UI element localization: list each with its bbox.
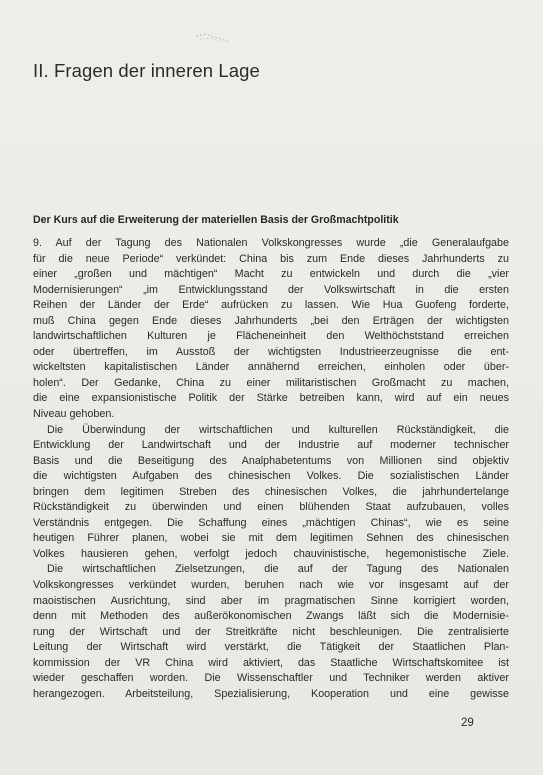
text-line: herangezogen. Arbeitsteilung, Spezialisierung, Kooperation und eine gewisse: [33, 687, 509, 700]
text-line: maoistischen Ausrichtung, sind aber im pragmatischen Sinne korrigiert worden,: [33, 594, 509, 607]
text-line: heutigen Führer planen, wobei sie mit dem legitimen Sehnen des chinesischen: [33, 532, 509, 545]
text-line: Rückständigkeit zu überwinden und einen blühenden Staat aufzubauen, volles: [33, 501, 509, 514]
text-line: die wichtigsten Aufgaben des chinesischen Volkes. Die sozialistischen Länder: [33, 470, 509, 483]
text-line: oder übertreffen, im Ausstoß der wichtigsten Industrieerzeugnisse die ent-: [33, 345, 509, 358]
text-line: die eine expansionistische Politik der Stärke betreiben kann, wird auf ein neues: [33, 392, 509, 405]
text-line: wieder geschaffen worden. Die Wissenschaftler und Techniker werden aktiver: [33, 672, 509, 685]
text-line: denn mit Methoden des außerökonomischen Zwangs läßt sich die Modernisie-: [33, 610, 509, 623]
text-line: Basis und die Beseitigung des Analphabetentums von Millionen sind objektiv: [33, 454, 509, 467]
text-line: landwirtschaftlichen Kulturen je Flächeneinheit den Welthöchststand erreichen: [33, 330, 509, 343]
text-line: für die neue Periode“ verkündet: China bis zum Ende dieses Jahrhunderts zu: [33, 252, 509, 265]
chapter-title: II. Fragen der inneren Lage: [33, 60, 260, 81]
text-line: Volkes hausieren gehen, verfolgt jedoch chauvinistische, hegemonistische Ziele.: [33, 547, 509, 560]
text-line: holen“. Der Gedanke, China zu einer militaristischen Großmacht zu machen,: [33, 376, 509, 389]
text-line: Reihen der Länder der Erde“ aufrücken zu lassen. Wie Hua Guofeng forderte,: [33, 299, 509, 312]
paragraph-9: [33, 236, 509, 423]
text-line: 9. Auf der Tagung des Nationalen Volkskongresses wurde „die Generalaufgabe: [33, 237, 509, 249]
text-line: Modernisierungen“ „im Entwicklungsstand der Volkswirtschaft in die ersten: [33, 283, 509, 296]
text-line: Entwicklung der Landwirtschaft und der Industrie auf moderner technischer: [33, 439, 509, 452]
section-heading: Der Kurs auf die Erweiterung der materiellen Basis der Großmachtpolitik: [33, 214, 399, 226]
text-line: einer „großen und mächtigen“ Macht zu entwickeln und durch die „vier: [33, 268, 509, 281]
text-line: Verständnis entgegen. Die Schaffung eines „mächtigen Chinas“, wie es seine: [33, 516, 509, 529]
paragraph-economic-goals: [33, 562, 509, 702]
text-line: rung der Wirtschaft und der Streitkräfte nicht beschleunigen. Die zentralisierte: [33, 625, 509, 638]
text-line: Niveau gehoben.: [33, 408, 115, 421]
body-text: [33, 236, 509, 702]
paragraph-backwardness: [33, 423, 509, 563]
ink-smudge-mark: [192, 30, 232, 46]
text-line: Die Überwindung der wirtschaftlichen und kulturellen Rückständigkeit, die: [47, 423, 509, 436]
text-line: wickeltsten kapitalistischen Länder annähernd erreichen, einholen oder über-: [33, 361, 509, 374]
text-line: Volkskongresses verkündet wurden, beruhen nach wie vor insgesamt auf der: [33, 579, 509, 592]
text-line: bringen dem legitimen Streben des chinesischen Volkes, die jahrhundertelange: [33, 485, 509, 498]
text-line: Leitung der Wirtschaft wird verstärkt, die Tätigkeit der Staatlichen Plan-: [33, 641, 509, 654]
page-number: 29: [461, 717, 474, 729]
text-line: Die wirtschaftlichen Zielsetzungen, die auf der Tagung des Nationalen: [47, 563, 509, 576]
text-line: muß China gegen Ende dieses Jahrhunderts „bei den Erträgen der wichtigsten: [33, 314, 509, 327]
text-line: kommission der VR China wird aktiviert, das Staatliche Wirtschaftskomitee ist: [33, 656, 509, 669]
